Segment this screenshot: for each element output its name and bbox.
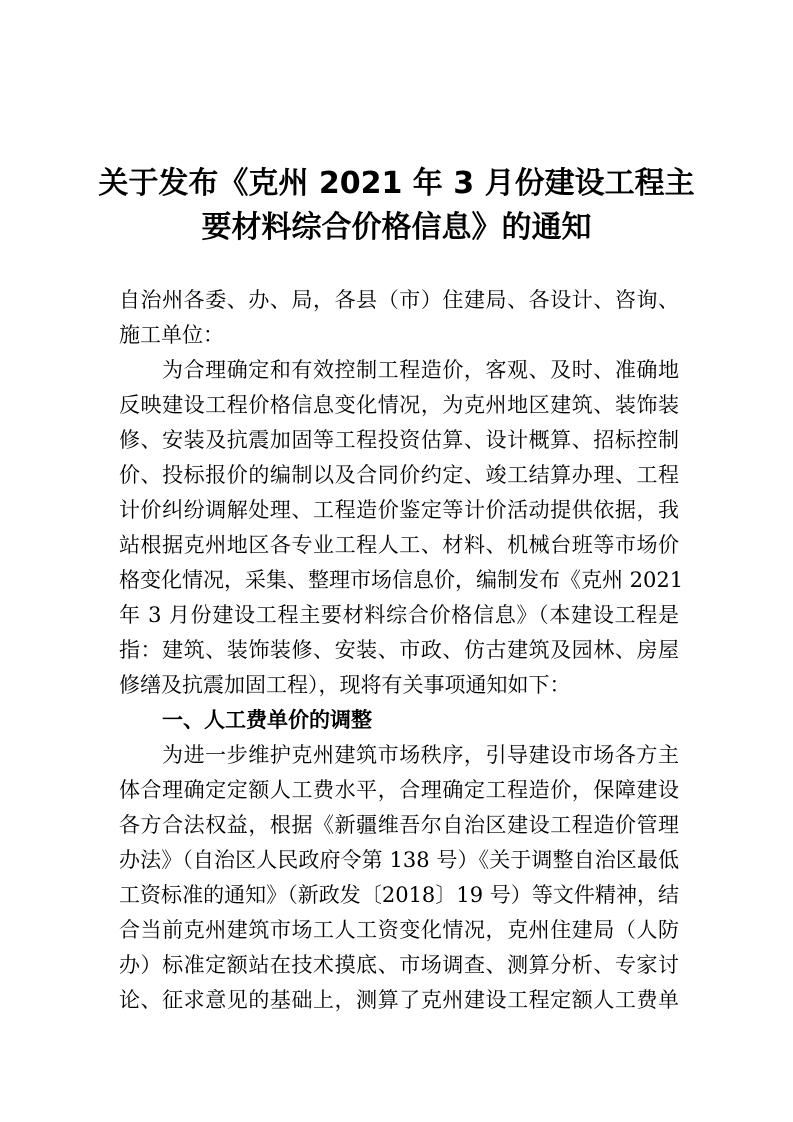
- intro-line: 站根据克州地区各专业工程人工、材料、机械台班等市场价: [119, 533, 679, 557]
- addressee-line-1: 自治州各委、办、局，各县（市）住建局、各设计、咨询、: [119, 288, 679, 312]
- section-1-line: 为进一步维护克州建筑市场秩序，引导建设市场各方主: [162, 743, 679, 767]
- section-1-line: 体合理确定定额人工费水平，合理确定工程造价，保障建设: [119, 778, 679, 802]
- intro-line: 价、投标报价的编制以及合同价约定、竣工结算办理、工程: [119, 463, 679, 487]
- intro-line: 反映建设工程价格信息变化情况，为克州地区建筑、装饰装: [119, 393, 679, 417]
- intro-line: 计价纠纷调解处理、工程造价鉴定等计价活动提供依据，我: [119, 498, 679, 522]
- addressee-line-2: 施工单位：: [119, 323, 224, 347]
- document-title-line-1: 关于发布《克州 2021 年 3 月份建设工程主: [98, 166, 695, 201]
- intro-line: 修缮及抗震加固工程），现将有关事项通知如下：: [119, 673, 571, 697]
- intro-line: 指：建筑、装饰装修、安装、市政、仿古建筑及园林、房屋: [119, 638, 679, 662]
- intro-line: 格变化情况，采集、整理市场信息价，编制发布《克州 2021: [119, 568, 684, 592]
- section-1-line: 论、征求意见的基础上，测算了克州建设工程定额人工费单: [119, 988, 679, 1012]
- intro-line: 年 3 月份建设工程主要材料综合价格信息》（本建设工程是: [119, 603, 679, 627]
- section-1-line: 合当前克州建筑市场工人工资变化情况，克州住建局（人防: [119, 918, 679, 942]
- intro-line: 为合理确定和有效控制工程造价，客观、及时、准确地: [162, 358, 679, 382]
- document-title-line-2: 要材料综合价格信息》的通知: [201, 210, 592, 245]
- intro-line: 修、安装及抗震加固等工程投资估算、设计概算、招标控制: [119, 428, 679, 452]
- section-1-line: 工资标准的通知》（新政发〔2018〕19 号）等文件精神，结: [119, 883, 679, 907]
- section-1-line: 各方合法权益，根据《新疆维吾尔自治区建设工程造价管理: [119, 813, 679, 837]
- section-1-line: 办法》（自治区人民政府令第 138 号）《关于调整自治区最低: [119, 848, 679, 872]
- section-1-heading: 一、人工费单价的调整: [162, 708, 372, 732]
- section-1-line: 办）标准定额站在技术摸底、市场调查、测算分析、专家讨: [119, 953, 679, 977]
